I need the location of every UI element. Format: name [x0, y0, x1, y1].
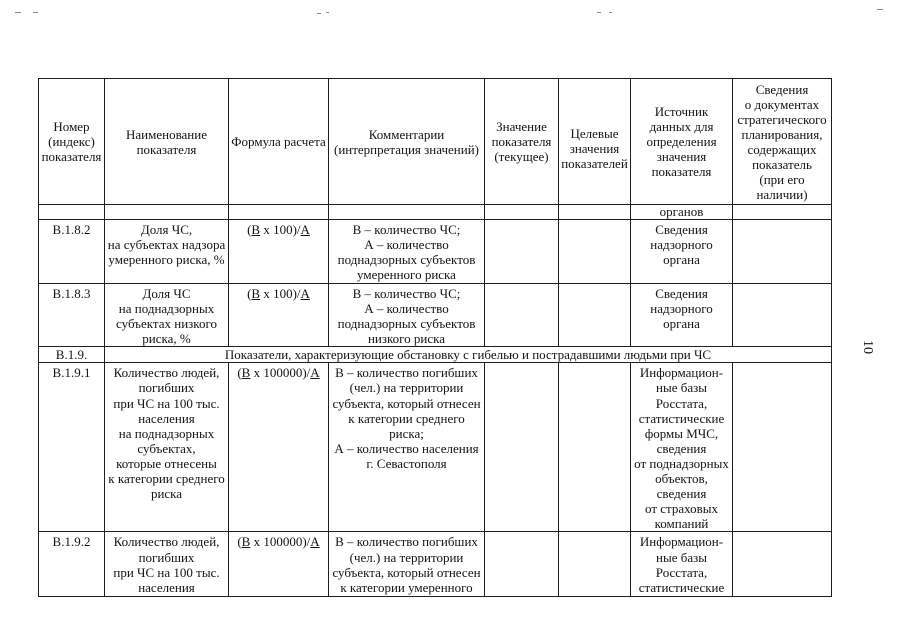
indicator-name: Количество людей, погибших при ЧС на 100 тыс. населения на поднадзорных субъектах, которые отнесены к категории среднего риска — [105, 363, 229, 532]
header-index: Номер (индекс) показателя — [39, 79, 105, 205]
formula-variable: В — [251, 286, 261, 301]
formula-operator: х 100)/ — [260, 286, 301, 301]
indicator-name: Количество людей, погибших при ЧС на 100 тыс. населения — [105, 532, 229, 597]
index-cell — [39, 205, 105, 220]
name-cell — [105, 205, 229, 220]
scan-artifact — [597, 12, 601, 13]
section-row — [39, 347, 832, 363]
indicators-table — [38, 78, 832, 597]
current-value-cell — [485, 284, 559, 347]
data-source: Информацион- ные базы Росстата, статистические формы МЧС, сведения от поднадзорных объектов, сведения от страховых компаний — [631, 363, 733, 532]
indicator-index: В.1.8.2 — [39, 220, 105, 284]
formula-variable: В — [241, 534, 251, 550]
table-row — [39, 363, 832, 532]
comments: В – количество ЧС; А – количество поднадзорных субъектов умеренного риска — [329, 220, 485, 284]
formula-operator: х 100)/ — [260, 222, 301, 237]
target-values-cell — [559, 205, 631, 220]
indicator-name: Доля ЧС, на субъектах надзора умеренного риска, % — [105, 220, 229, 284]
scan-artifact — [326, 12, 329, 13]
comments: В – количество ЧС; А – количество поднадзорных субъектов низкого риска — [329, 284, 485, 347]
formula-cell — [229, 205, 329, 220]
indicator-index: В.1.9.1 — [39, 363, 105, 532]
formula-variable: В — [241, 365, 251, 381]
table-row — [39, 220, 832, 284]
header-target-values: Целевые значения показателей — [559, 79, 631, 205]
header-strategic-docs: Сведения о документах стратегического планирования, содержащих показатель (при его наличии) — [733, 79, 832, 205]
scan-artifact — [609, 12, 612, 13]
scan-artifact — [33, 12, 38, 13]
formula-operator: ( — [237, 534, 242, 550]
table-row — [39, 284, 832, 347]
scan-artifact — [317, 13, 321, 14]
target-values-cell — [559, 284, 631, 347]
indicator-index: В.1.8.3 — [39, 284, 105, 347]
header-comments: Комментарии (интерпретация значений) — [329, 79, 485, 205]
comments: В – количество погибших (чел.) на территории субъекта, который отнесен к категории среднего риска; А – количество населения г. Севастополя — [329, 363, 485, 532]
comments: В – количество погибших (чел.) на территории субъекта, который отнесен к категории умеренного — [329, 532, 485, 597]
strategic-docs-cell — [733, 532, 832, 597]
table-header-row — [39, 79, 832, 205]
header-current-value: Значение показателя (текущее) — [485, 79, 559, 205]
formula-variable: В — [251, 222, 261, 237]
formula — [229, 532, 329, 597]
strategic-docs-cell — [733, 363, 832, 532]
target-values-cell — [559, 220, 631, 284]
formula-variable: А — [300, 286, 310, 301]
formula — [229, 363, 329, 532]
target-values-cell — [559, 363, 631, 532]
data-source: Сведения надзорного органа — [631, 220, 733, 284]
strategic-docs-cell — [733, 284, 832, 347]
header-source: Источник данных для определения значения показателя — [631, 79, 733, 205]
current-value-cell — [485, 205, 559, 220]
current-value-cell — [485, 532, 559, 597]
formula-operator: ( — [247, 222, 252, 237]
comments-cell — [329, 205, 485, 220]
source-cell: органов — [631, 205, 733, 220]
formula — [229, 284, 329, 347]
formula-variable: А — [310, 365, 320, 381]
table-row — [39, 532, 832, 597]
formula-variable: А — [300, 222, 310, 237]
formula-operator: ( — [237, 365, 242, 381]
current-value-cell — [485, 220, 559, 284]
data-source: Информацион- ные базы Росстата, статистические — [631, 532, 733, 597]
scan-artifact — [15, 12, 21, 13]
strategic-docs-cell — [733, 220, 832, 284]
data-source: Сведения надзорного органа — [631, 284, 733, 347]
header-formula: Формула расчета — [229, 79, 329, 205]
formula-operator: ( — [247, 286, 252, 301]
strategic-docs-cell — [733, 205, 832, 220]
target-values-cell — [559, 532, 631, 597]
scan-artifact — [877, 9, 883, 10]
table-row-continuation — [39, 205, 832, 220]
formula-variable: А — [310, 534, 320, 550]
formula-operator: х 100000)/ — [250, 365, 311, 381]
section-title: Показатели, характеризующие обстановку с гибелью и пострадавшими людьми при ЧС — [105, 347, 832, 363]
formula-operator: х 100000)/ — [250, 534, 311, 550]
section-index: В.1.9. — [39, 347, 105, 363]
current-value-cell — [485, 363, 559, 532]
header-name: Наименование показателя — [105, 79, 229, 205]
indicator-index: В.1.9.2 — [39, 532, 105, 597]
page-number: 10 — [860, 340, 875, 354]
indicator-name: Доля ЧС на поднадзорных субъектах низкого риска, % — [105, 284, 229, 347]
formula — [229, 220, 329, 284]
